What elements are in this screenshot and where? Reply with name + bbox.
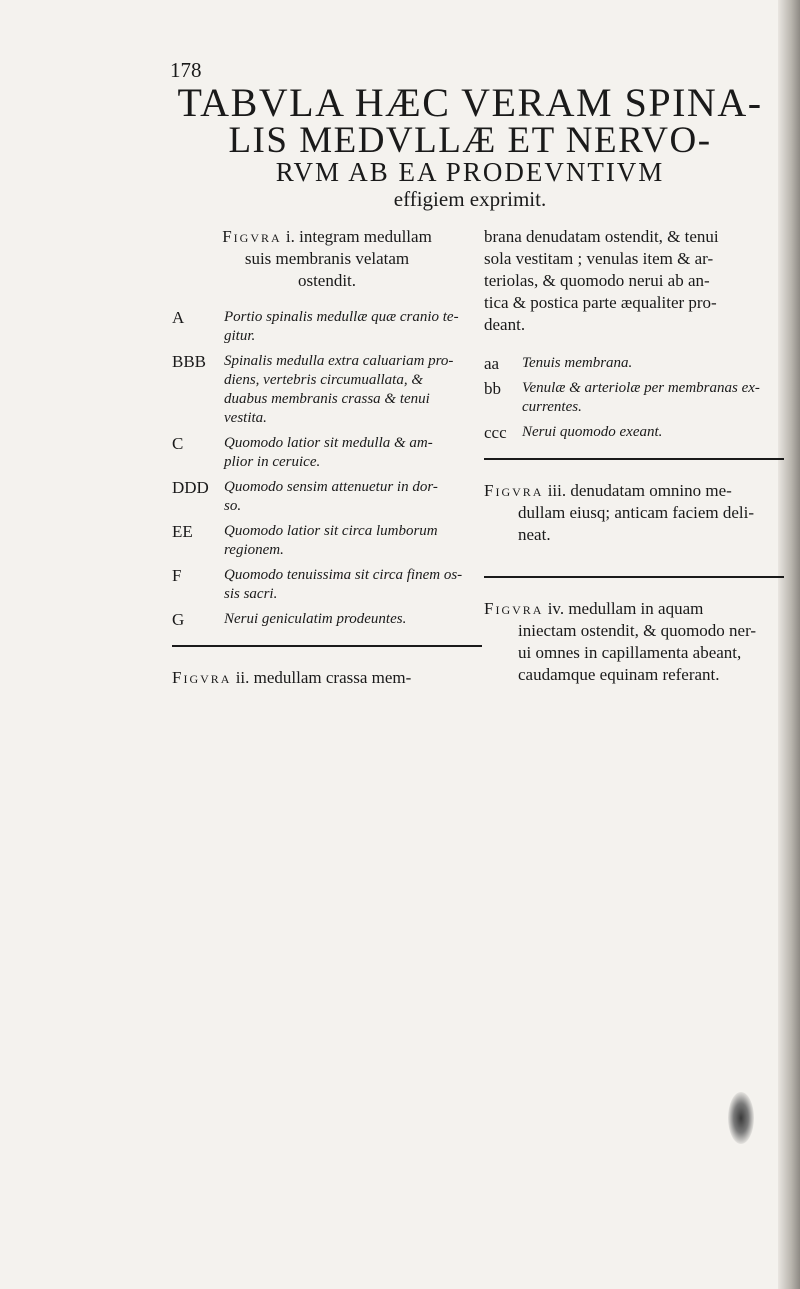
legend-text: sis sacri.	[224, 586, 278, 602]
legend-text: Quomodo latior sit medulla & am-	[224, 435, 433, 451]
figura-1-caption-a: integram medullam	[299, 227, 432, 246]
right-column	[484, 226, 784, 686]
legend-key: BBB	[172, 352, 207, 371]
figura-1-label: Figvra	[222, 227, 282, 246]
figura-4-text-b: iniectam ostendit, & quomodo ner-	[518, 621, 757, 640]
figura-2-text-b: brana denudatam ostendit, & tenui	[484, 227, 719, 246]
legend-entry-ddd	[172, 478, 482, 516]
legend-text: Nerui quomodo exeant.	[522, 424, 663, 440]
legend-text: Spinalis medulla extra caluariam pro-	[224, 353, 454, 369]
figura-1-numeral: i.	[285, 227, 295, 246]
legend-text: gitur.	[224, 328, 256, 344]
figura-4-text-a: medullam in aquam	[568, 599, 704, 618]
legend-entry-bb	[484, 379, 784, 417]
figura-3-label: Figvra	[484, 481, 544, 500]
figura-2-label: Figvra	[172, 668, 232, 687]
figura-3-text-b: dullam eiusq; anticam faciem deli-	[518, 503, 755, 522]
legend-key: C	[172, 434, 184, 453]
legend-key: aa	[484, 354, 500, 373]
legend-entry-c	[172, 434, 482, 472]
title-line-3: RVM AB EA PRODEVNTIVM	[275, 157, 665, 187]
figura-2-text-c: sola vestitam ; venulas item & ar-	[484, 249, 714, 268]
legend-key: EE	[172, 522, 193, 541]
left-column	[172, 226, 482, 689]
figura-4-numeral: iv.	[547, 599, 565, 618]
legend-entry-aa	[484, 354, 784, 373]
figura-1-caption-c: ostendit.	[297, 271, 357, 290]
legend-entry-g	[172, 610, 482, 629]
section-rule	[484, 458, 784, 460]
page-number: 178	[170, 58, 202, 82]
figura-2-numeral: ii.	[235, 668, 250, 687]
legend-entry-f	[172, 566, 482, 604]
figura-2-continuation	[484, 226, 784, 336]
legend-text: duabus membranis crassa & tenui	[224, 391, 430, 407]
figura-4-text-c: ui omnes in capillamenta abeant,	[518, 643, 742, 662]
figura-4-label: Figvra	[484, 599, 544, 618]
figura-3-paragraph	[484, 480, 784, 546]
legend-text: Quomodo tenuissima sit circa finem os-	[224, 567, 463, 583]
page-title	[170, 82, 770, 212]
legend-text: regionem.	[224, 542, 284, 558]
figura-3-text-a: denudatam omnino me-	[570, 481, 732, 500]
legend-text: Quomodo latior sit circa lumborum	[224, 523, 438, 539]
figura-2-text-e: tica & postica parte æqualiter pro-	[484, 293, 717, 312]
legend-entry-bbb	[172, 352, 482, 428]
section-rule	[172, 645, 482, 647]
legend-entry-a	[172, 308, 482, 346]
section-rule	[484, 576, 784, 578]
figura-2-start	[172, 667, 482, 689]
legend-text: currentes.	[522, 399, 582, 415]
legend-entry-ccc	[484, 423, 784, 442]
legend-text: plior in ceruice.	[224, 454, 321, 470]
figura-1-caption-b: suis membranis velatam	[244, 249, 410, 268]
legend-text: Tenuis membrana.	[522, 355, 633, 371]
legend-key: bb	[484, 379, 501, 398]
legend-text: Portio spinalis medullæ quæ cranio te-	[224, 309, 459, 325]
figura-2-text-d: teriolas, & quomodo nerui ab an-	[484, 271, 710, 290]
figura-3-text-c: neat.	[518, 525, 551, 544]
figura-4-text-d: caudamque equinam referant.	[518, 665, 720, 684]
figura-4-paragraph	[484, 598, 784, 686]
legend-key: G	[172, 610, 185, 629]
legend-text: Venulæ & arteriolæ per membranas ex-	[522, 380, 760, 396]
title-line-1: TABVLA HÆC VERAM SPINA-	[177, 80, 763, 125]
legend-key: A	[172, 308, 185, 327]
ink-stain	[728, 1092, 754, 1144]
legend-text: diens, vertebris circumuallata, &	[224, 372, 423, 388]
legend-text: Quomodo sensim attenuetur in dor-	[224, 479, 438, 495]
title-line-2: LIS MEDVLLÆ ET NERVO-	[228, 120, 712, 161]
figura-3-numeral: iii.	[547, 481, 567, 500]
legend-text: so.	[224, 498, 242, 514]
legend-text: vestita.	[224, 410, 267, 426]
figura-2-text-f: deant.	[484, 315, 526, 334]
figura-1-heading	[172, 226, 482, 292]
legend-entry-ee	[172, 522, 482, 560]
legend-key: DDD	[172, 478, 209, 497]
figura-2-text-a: medullam crassa mem-	[253, 668, 412, 687]
legend-text: Nerui geniculatim prodeuntes.	[224, 611, 407, 627]
title-line-4: effigiem exprimit.	[393, 187, 547, 211]
legend-key: F	[172, 566, 182, 585]
legend-key: ccc	[484, 423, 507, 442]
